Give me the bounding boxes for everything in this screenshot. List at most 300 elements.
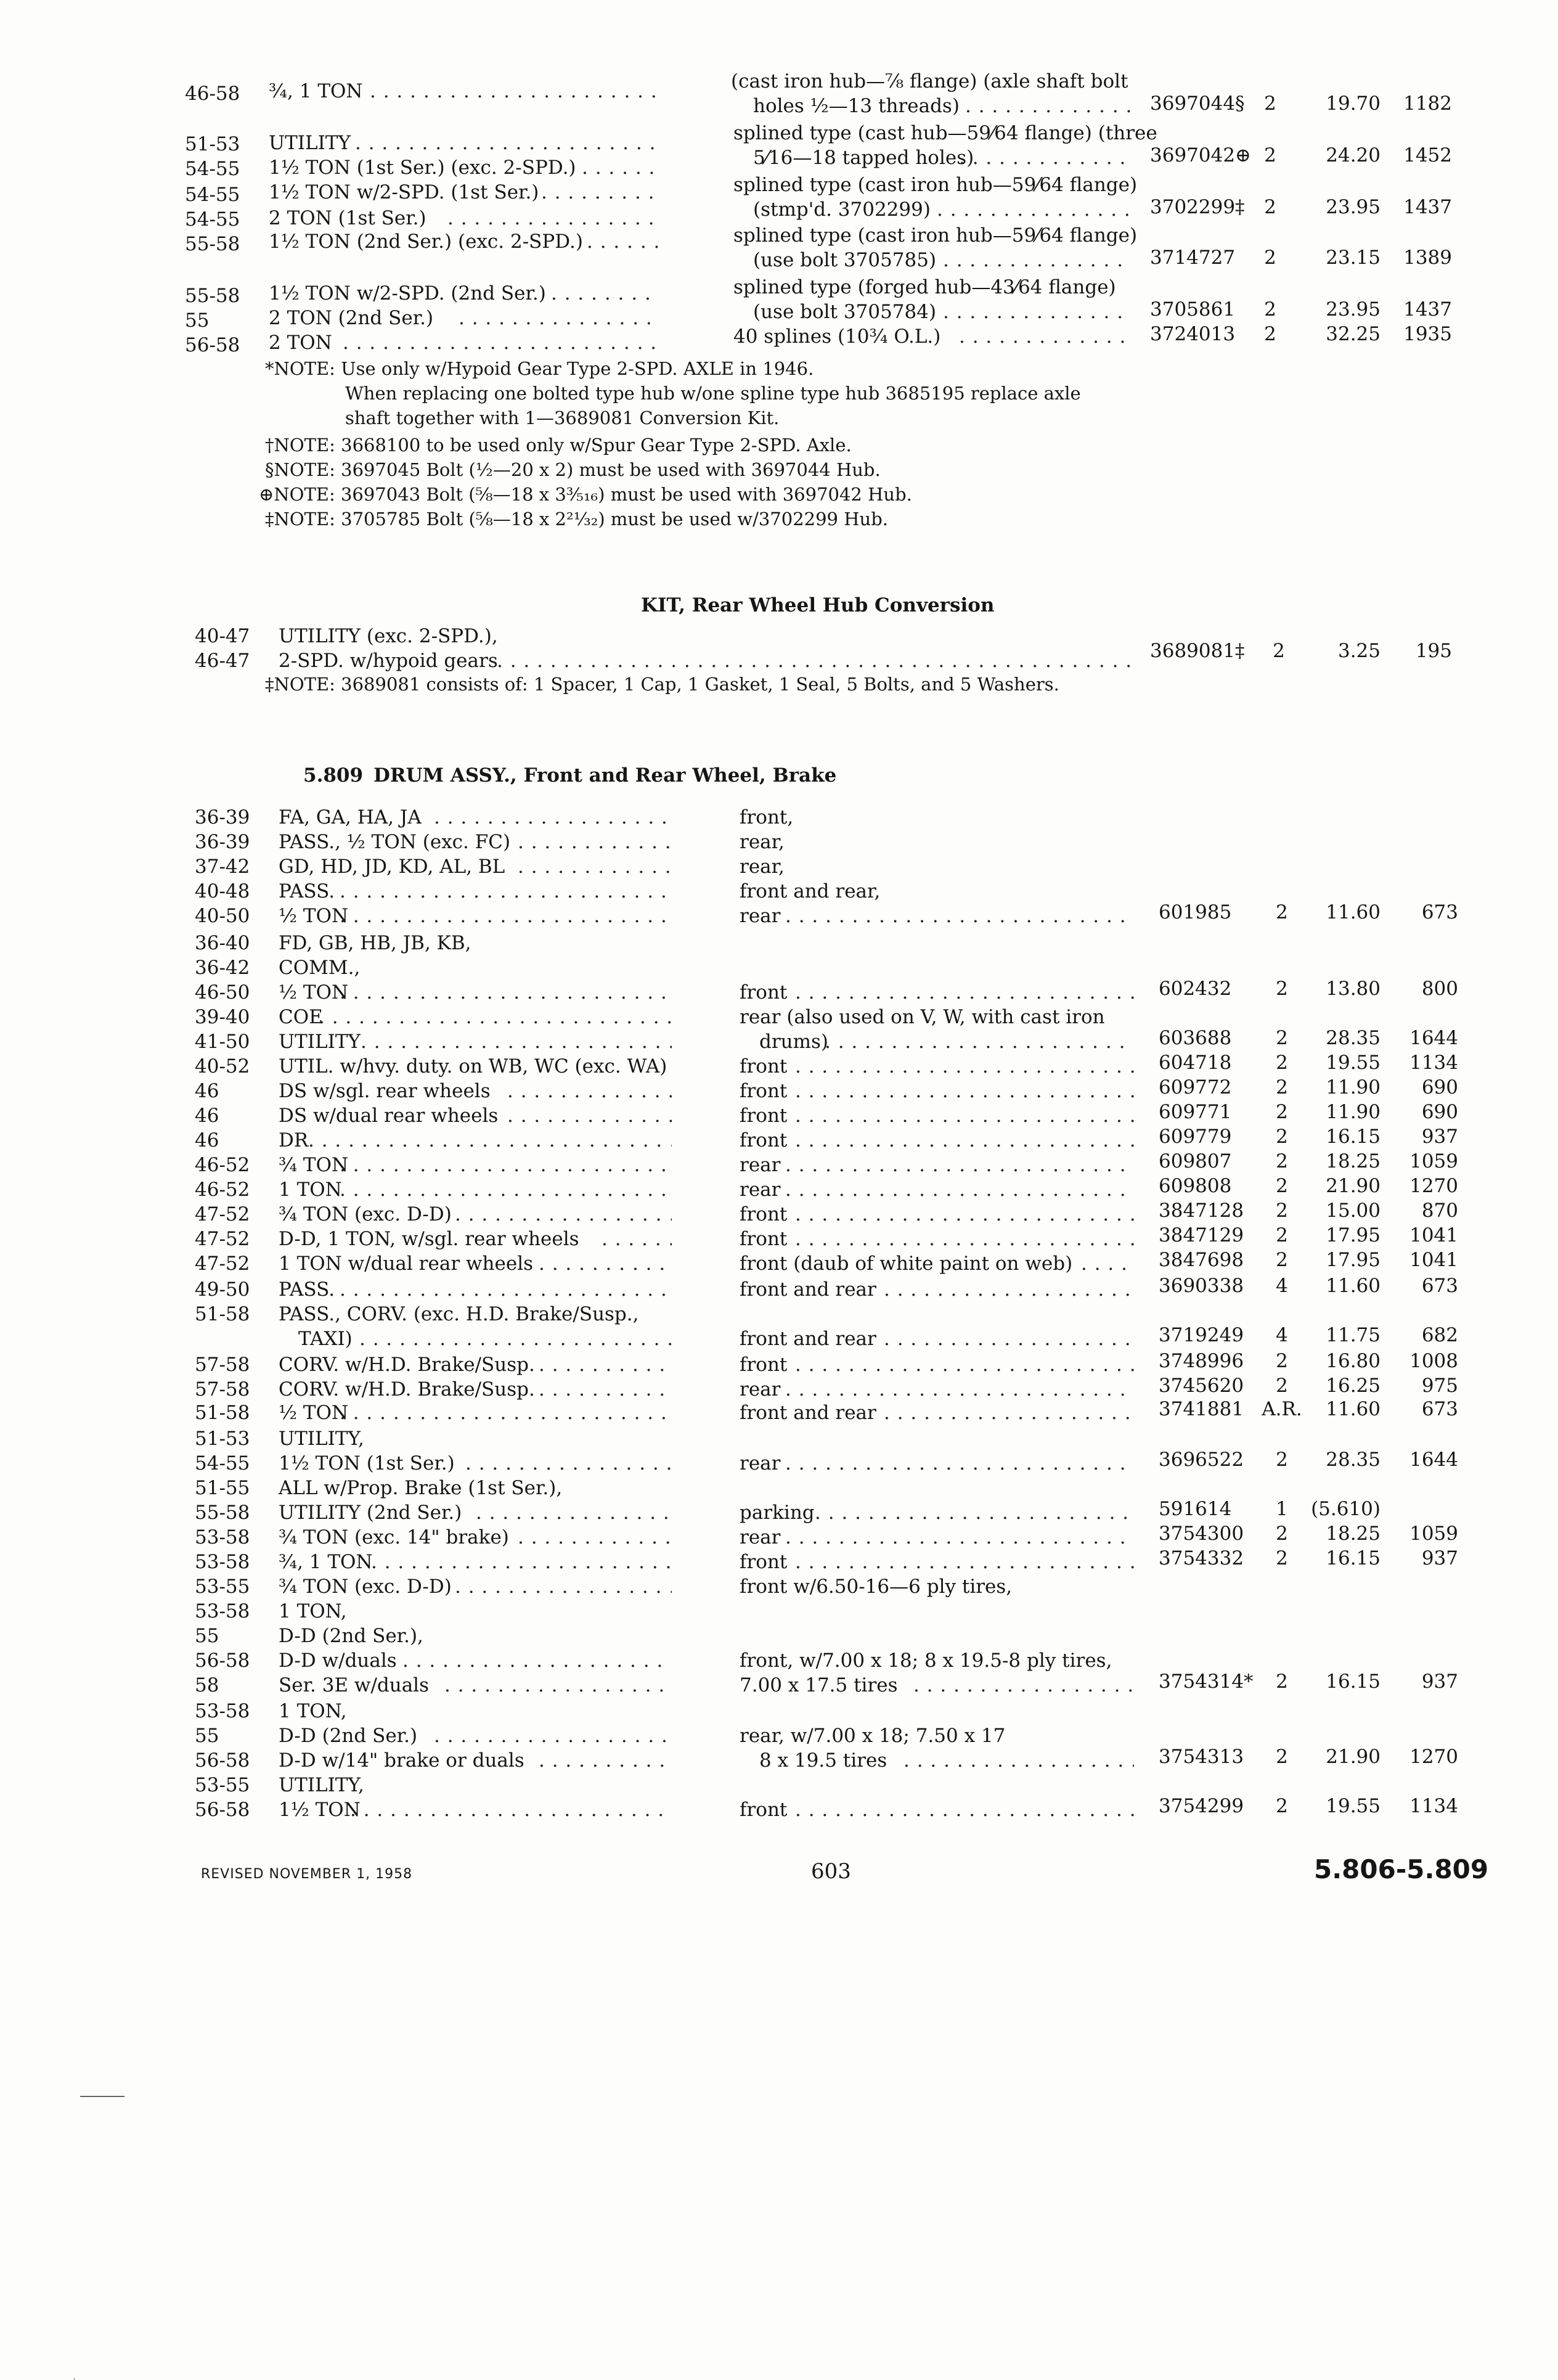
leader-dots [497,648,1132,673]
code-cell: 1644 [1409,1449,1458,1471]
year-cell: 51-58 [195,1303,250,1325]
footnote: ⊕NOTE: 3697043 Bolt (⅝—18 x 3⅗₁₆) must be used with 3697042 Hub. [259,484,912,505]
description-cell: front [740,1799,788,1821]
year-cell: 39-40 [195,1006,250,1028]
year-cell: 54-55 [185,184,240,206]
model-cell: 1½ TON w/2-SPD. (2nd Ser.) [269,282,546,305]
quantity-cell: 2 [1264,247,1276,269]
year-cell: 55 [195,1625,219,1647]
price-cell: 16.80 [1326,1350,1381,1372]
part-number-cell: 3697042⊕ [1150,144,1252,166]
part-number-cell: 3847128 [1159,1200,1244,1222]
part-number-cell: 603688 [1159,1027,1232,1049]
leader-dots [361,1029,672,1054]
part-number-cell: 3705861 [1150,298,1236,321]
part-number-cell: 3690338 [1159,1275,1244,1297]
description-cell: rear, w/7.00 x 18; 7.50 x 17 [740,1725,1006,1747]
description-cell: 8 x 19.5 tires [759,1749,887,1772]
quantity-cell: 2 [1276,1101,1288,1123]
year-cell: 55 [195,1725,219,1747]
leader-dots [434,805,672,830]
code-cell: 1437 [1403,196,1452,218]
code-cell: 673 [1421,1275,1458,1297]
quantity-cell: 2 [1276,1052,1288,1074]
model-cell: PASS., ½ TON (exc. FC) [279,831,511,853]
year-cell: 55-58 [185,233,240,255]
leader-dots [541,180,659,205]
description-cell: rear, [740,856,785,878]
code-cell: 690 [1421,1101,1458,1123]
year-cell: 49-50 [195,1278,250,1301]
year-cell: 51-58 [195,1402,250,1424]
leader-dots [539,1352,672,1377]
year-cell: 47-52 [195,1228,250,1250]
leader-dots [582,155,659,180]
leader-dots [455,1574,672,1599]
year-cell: 51-55 [195,1477,250,1499]
price-cell: 23.15 [1326,247,1381,269]
year-cell: 40-50 [195,905,250,927]
quantity-cell: 2 [1264,92,1276,115]
code-cell: 1008 [1409,1350,1458,1372]
description-cell: front [740,1228,788,1250]
year-cell: 55-58 [185,285,240,307]
price-cell: 19.55 [1326,1052,1381,1074]
leader-dots [507,1103,672,1128]
code-cell: 1389 [1403,247,1452,269]
description-cell: parking [740,1502,815,1524]
quantity-cell: 2 [1276,1746,1288,1768]
quantity-cell: 2 [1273,640,1285,662]
model-cell: 2 TON (2nd Ser.) [269,307,434,329]
quantity-cell: 2 [1276,1150,1288,1172]
model-cell: COE [279,1006,323,1028]
code-cell: 1935 [1403,323,1452,345]
description-cell: rear [740,1378,781,1401]
leader-dots [795,980,1134,1005]
description-cell: (use bolt 3705785) [753,249,937,271]
part-number-cell: 3702299‡ [1150,196,1245,218]
section-range: 5.806-5.809 [1314,1854,1489,1884]
part-number-cell: 3754314* [1159,1670,1254,1693]
code-cell: 673 [1421,901,1458,923]
leader-dots [795,1227,1134,1251]
quantity-cell: 2 [1276,1175,1288,1197]
code-cell: 937 [1421,1670,1458,1693]
leader-dots [459,306,659,330]
description-cell: rear (also used on V, W, with cast iron [740,1006,1105,1028]
leader-dots [943,300,1132,324]
model-cell: ALL w/Prop. Brake (1st Ser.), [279,1477,563,1499]
model-cell: ½ TON [279,905,349,927]
part-number-cell: 609771 [1159,1101,1232,1123]
leader-dots [785,1451,1134,1476]
year-cell: 46-52 [195,1179,250,1201]
model-cell: UTILITY [279,1031,361,1053]
model-cell: ¾ TON (exc. D-D) [279,1203,452,1225]
year-cell: 53-58 [195,1700,250,1722]
code-cell: 937 [1421,1547,1458,1569]
model-cell: 1½ TON w/2-SPD. (1st Ser.) [269,181,539,203]
price-cell: 28.35 [1326,1027,1381,1049]
part-number-cell: 3741881 [1159,1398,1244,1420]
part-number-cell: 604718 [1159,1052,1232,1074]
page-number: 603 [811,1859,851,1884]
description-cell: drums) [759,1031,829,1053]
quantity-cell: 2 [1276,978,1288,1000]
year-cell: 53-58 [195,1551,250,1573]
part-number-cell: 3754332 [1159,1547,1244,1569]
model-cell: UTILITY (2nd Ser.) [279,1502,462,1524]
code-cell: 195 [1415,640,1452,662]
leader-dots [434,1724,672,1748]
leader-dots [587,229,659,254]
model-cell: ½ TON [279,981,349,1004]
year-cell: 36-39 [195,806,250,828]
quantity-cell: 2 [1264,196,1276,218]
model-cell: 2 TON (1st Ser.) [269,207,426,229]
model-cell: PASS. [279,880,335,902]
price-cell: 3.25 [1337,640,1381,662]
part-number-cell: 3748996 [1159,1350,1244,1372]
code-cell: 1270 [1409,1746,1458,1768]
description-cell: (stmp'd. 3702299) [753,198,931,221]
description-cell: rear [740,1526,781,1548]
price-cell: (5.610) [1311,1498,1381,1520]
quantity-cell: 2 [1276,1523,1288,1545]
model-cell: 1½ TON (1st Ser.) (exc. 2-SPD.) [269,157,576,179]
year-cell: 56-58 [185,334,240,356]
model-cell: FD, GB, HB, JB, KB, [279,932,471,954]
part-number-cell: 3847698 [1159,1249,1244,1271]
part-number-cell: 609779 [1159,1126,1232,1148]
description-cell: splined type (cast iron hub—59⁄64 flange) [733,174,1138,196]
quantity-cell: 4 [1276,1324,1288,1346]
leader-dots [340,904,672,928]
leader-dots [785,1525,1134,1550]
price-cell: 11.90 [1326,1101,1381,1123]
year-cell: 51-53 [185,133,240,155]
quantity-cell: 4 [1276,1275,1288,1297]
model-cell: ½ TON [279,1402,349,1424]
description-cell: front and rear, [740,880,881,902]
quantity-cell: 2 [1276,1076,1288,1098]
leader-dots [903,1748,1134,1773]
year-cell: 54-55 [185,208,240,231]
description-cell: front and rear [740,1402,876,1424]
quantity-cell: 2 [1276,1795,1288,1817]
quantity-cell: 2 [1276,1449,1288,1471]
description-cell: splined type (cast hub—59⁄64 flange) (three [733,122,1157,144]
price-cell: 11.60 [1326,901,1381,923]
leader-dots [308,1128,672,1153]
description-cell: front and rear [740,1328,876,1350]
price-cell: 17.95 [1326,1224,1381,1246]
leader-dots [795,1352,1134,1377]
model-cell: DS w/dual rear wheels [279,1105,499,1127]
price-cell: 18.25 [1326,1523,1381,1545]
description-cell: (cast iron hub—⅞ flange) (axle shaft bolt [731,70,1128,92]
model-cell: ¾ TON [279,1154,349,1176]
model-cell: D-D (2nd Ser.), [279,1625,423,1647]
model-cell: DS w/sgl. rear wheels [279,1080,491,1102]
leader-dots [965,94,1132,118]
leader-dots [539,1251,672,1276]
year-cell: 57-58 [195,1378,250,1401]
leader-dots [455,1202,672,1227]
price-cell: 16.15 [1326,1126,1381,1148]
model-cell: 1½ TON (1st Ser.) [279,1452,455,1474]
code-cell: 1270 [1409,1175,1458,1197]
model-cell: D-D w/14" brake or duals [279,1749,524,1772]
part-number-cell: 3754313 [1159,1746,1244,1768]
model-cell: 1 TON w/dual rear wheels [279,1253,534,1275]
model-cell: 1 TON, [279,1600,347,1622]
year-cell: 58 [195,1674,219,1696]
part-number-cell: 3697044§ [1150,92,1245,115]
model-cell: GD, HD, JD, KD, AL, BL [279,856,505,878]
code-cell: 800 [1421,978,1458,1000]
part-number-cell: 3847129 [1159,1224,1244,1246]
price-cell: 11.60 [1326,1275,1381,1297]
code-cell: 1059 [1409,1523,1458,1545]
leader-dots [447,206,659,231]
leader-dots [518,830,672,854]
year-cell: 51-53 [195,1428,250,1450]
model-cell: 2-SPD. w/hypoid gears [279,650,498,672]
description-cell: front [740,1354,788,1376]
quantity-cell: 2 [1276,1249,1288,1271]
leader-dots [795,1103,1134,1128]
quantity-cell: A.R. [1262,1398,1302,1420]
model-cell: 1 TON, [279,1700,347,1722]
footnote: ‡NOTE: 3705785 Bolt (⅝—18 x 2²¹⁄₃₂) must be used w/3702299 Hub. [265,509,888,530]
description-cell: front [740,981,788,1004]
model-cell: UTILITY, [279,1774,364,1796]
leader-dots [539,1748,672,1773]
model-cell: PASS. [279,1278,335,1301]
leader-dots [340,879,672,904]
leader-dots [815,1500,1134,1525]
price-cell: 11.60 [1326,1398,1381,1420]
year-cell: 46 [195,1129,219,1151]
year-cell: 46-47 [195,650,250,672]
code-cell: 1134 [1409,1795,1458,1817]
code-cell: 690 [1421,1076,1458,1098]
description-cell: front [740,1203,788,1225]
code-cell: 1134 [1409,1052,1458,1074]
part-number-cell: 3754299 [1159,1795,1244,1817]
part-number-cell: 602432 [1159,978,1232,1000]
part-number-cell: 3714727 [1150,247,1236,269]
leader-dots [785,904,1134,928]
price-cell: 15.00 [1326,1200,1381,1222]
quantity-cell: 2 [1276,1375,1288,1397]
description-cell: front [740,1105,788,1127]
leader-dots [476,1500,672,1525]
leader-dots [444,1673,672,1698]
description-cell: (use bolt 3705784) [753,301,937,323]
code-cell: 1182 [1403,92,1452,115]
part-number-cell: 3689081‡ [1150,640,1245,662]
description-cell: 40 splines (10¾ O.L.) [733,325,941,348]
year-cell: 53-58 [195,1526,250,1548]
price-cell: 32.25 [1326,323,1381,345]
description-cell: front and rear [740,1278,876,1301]
year-cell: 37-42 [195,856,250,878]
price-cell: 21.90 [1326,1175,1381,1197]
description-cell: rear [740,1179,781,1201]
model-cell: 2 TON [269,332,332,354]
leader-dots [465,1451,672,1476]
model-cell: UTILITY, [279,1428,364,1450]
model-cell: D-D, 1 TON, w/sgl. rear wheels [279,1228,579,1250]
code-cell: 1644 [1409,1027,1458,1049]
model-cell: UTILITY (exc. 2-SPD.), [279,625,498,647]
year-cell: 36-39 [195,831,250,853]
price-cell: 16.15 [1326,1670,1381,1693]
model-cell: UTIL. w/hvy. duty. on WB, WC (exc. WA) [279,1055,667,1078]
leader-dots [795,1079,1134,1103]
year-cell: 56-58 [195,1749,250,1772]
scan-mark [80,2096,124,2097]
year-cell: 47-52 [195,1203,250,1225]
price-cell: 19.55 [1326,1795,1381,1817]
footnote: shaft together with 1—3689081 Conversion Kit. [345,407,780,428]
year-cell: 46 [195,1105,219,1127]
description-cell: splined type (cast iron hub—59⁄64 flange) [733,224,1138,247]
year-cell: 55 [185,309,210,332]
footnote: *NOTE: Use only w/Hypoid Gear Type 2-SPD. AXLE in 1946. [265,358,814,379]
part-number-cell: 3724013 [1150,323,1236,345]
model-cell: UTILITY [269,132,351,154]
code-cell: 1041 [1409,1224,1458,1246]
model-cell: ¾, 1 TON [269,80,363,102]
year-cell: 40-52 [195,1055,250,1078]
model-cell: 1½ TON [279,1799,361,1821]
description-cell: front, w/7.00 x 18; 8 x 19.5-8 ply tires, [740,1650,1112,1672]
price-cell: 24.20 [1326,144,1381,166]
leader-dots [785,1177,1134,1202]
code-cell: 1452 [1403,144,1452,166]
description-cell: rear [740,1154,781,1176]
model-cell: COMM., [279,957,361,979]
quantity-cell: 2 [1276,901,1288,923]
description-cell: rear, [740,831,785,853]
leader-dots [551,281,659,306]
year-cell: 47-52 [195,1253,250,1275]
part-number-cell: 609808 [1159,1175,1232,1197]
year-cell: 57-58 [195,1354,250,1376]
part-number-cell: 3745620 [1159,1375,1244,1397]
leader-dots [795,1550,1134,1574]
description-cell: front, [740,806,794,828]
leader-dots [884,1277,1134,1302]
part-number-cell: 3754300 [1159,1523,1244,1545]
leader-dots [795,1202,1134,1227]
leader-dots [884,1401,1134,1425]
description-cell: front (daub of white paint on web) [740,1253,1073,1275]
footnote: ‡NOTE: 3689081 consists of: 1 Spacer, 1 Cap, 1 Gasket, 1 Seal, 5 Bolts, and 5 Washers. [265,674,1059,695]
quantity-cell: 2 [1276,1126,1288,1148]
price-cell: 11.75 [1326,1324,1381,1346]
leader-dots [795,1128,1134,1153]
leader-dots [602,1227,672,1251]
part-number-cell: 3696522 [1159,1449,1244,1471]
leader-dots [340,980,672,1005]
quantity-cell: 2 [1276,1224,1288,1246]
price-cell: 16.25 [1326,1375,1381,1397]
description-cell: front [740,1080,788,1102]
description-cell: front [740,1055,788,1078]
model-cell: TAXI) [298,1328,353,1350]
leader-dots [370,79,659,104]
year-cell: 46-52 [195,1154,250,1176]
leader-dots [340,1401,672,1425]
code-cell: 1437 [1403,298,1452,321]
year-cell: 54-55 [195,1452,250,1474]
leader-dots [959,145,1132,170]
model-cell: FA, GA, HA, JA [279,806,422,828]
price-cell: 11.90 [1326,1076,1381,1098]
description-cell: splined type (forged hub—43⁄64 flange) [733,276,1116,298]
leader-dots [359,1327,672,1351]
year-cell: 55-58 [195,1502,250,1524]
footnote: When replacing one bolted type hub w/one spline type hub 3685195 replace axle [345,383,1081,404]
leader-dots [518,854,672,879]
leader-dots [943,248,1132,272]
quantity-cell: 2 [1276,1547,1288,1569]
price-cell: 17.95 [1326,1249,1381,1271]
leader-dots [402,1648,672,1673]
quantity-cell: 2 [1264,144,1276,166]
year-cell: 54-55 [185,158,240,180]
leader-dots [785,1153,1134,1177]
revision-date: REVISED NOVEMBER 1, 1958 [201,1867,413,1882]
leader-dots [795,1797,1134,1822]
description-cell: holes ½—13 threads) [753,95,960,117]
price-cell: 28.35 [1326,1449,1381,1471]
footnote: †NOTE: 3668100 to be used only w/Spur Gear Type 2-SPD. Axle. [265,435,852,456]
quantity-cell: 2 [1264,323,1276,345]
description-cell: front [740,1129,788,1151]
model-cell: D-D (2nd Ser.) [279,1725,418,1747]
year-cell: 36-42 [195,957,250,979]
price-cell: 21.90 [1326,1746,1381,1768]
footnote: §NOTE: 3697045 Bolt (½—20 x 2) must be used with 3697044 Hub. [265,459,881,480]
year-cell: 40-47 [195,625,250,647]
leader-dots [937,197,1132,222]
part-number-cell: 591614 [1159,1498,1232,1520]
leader-dots [1081,1251,1134,1276]
quantity-cell: 1 [1276,1498,1288,1520]
price-cell: 18.25 [1326,1150,1381,1172]
description-cell: rear [740,1452,781,1474]
leader-dots [825,1029,1134,1054]
part-number-cell: 609807 [1159,1150,1232,1172]
description-cell: rear [740,905,781,927]
leader-dots [518,1525,672,1550]
leader-dots [350,1797,672,1822]
leader-dots [371,1550,672,1574]
leader-dots [507,1079,672,1103]
leader-dots [319,1005,672,1029]
year-cell: 46-50 [195,981,250,1004]
price-cell: 23.95 [1326,298,1381,321]
model-cell: D-D w/duals [279,1650,397,1672]
section-number: 5.809 [303,764,364,787]
part-number-cell: 3719249 [1159,1324,1244,1346]
